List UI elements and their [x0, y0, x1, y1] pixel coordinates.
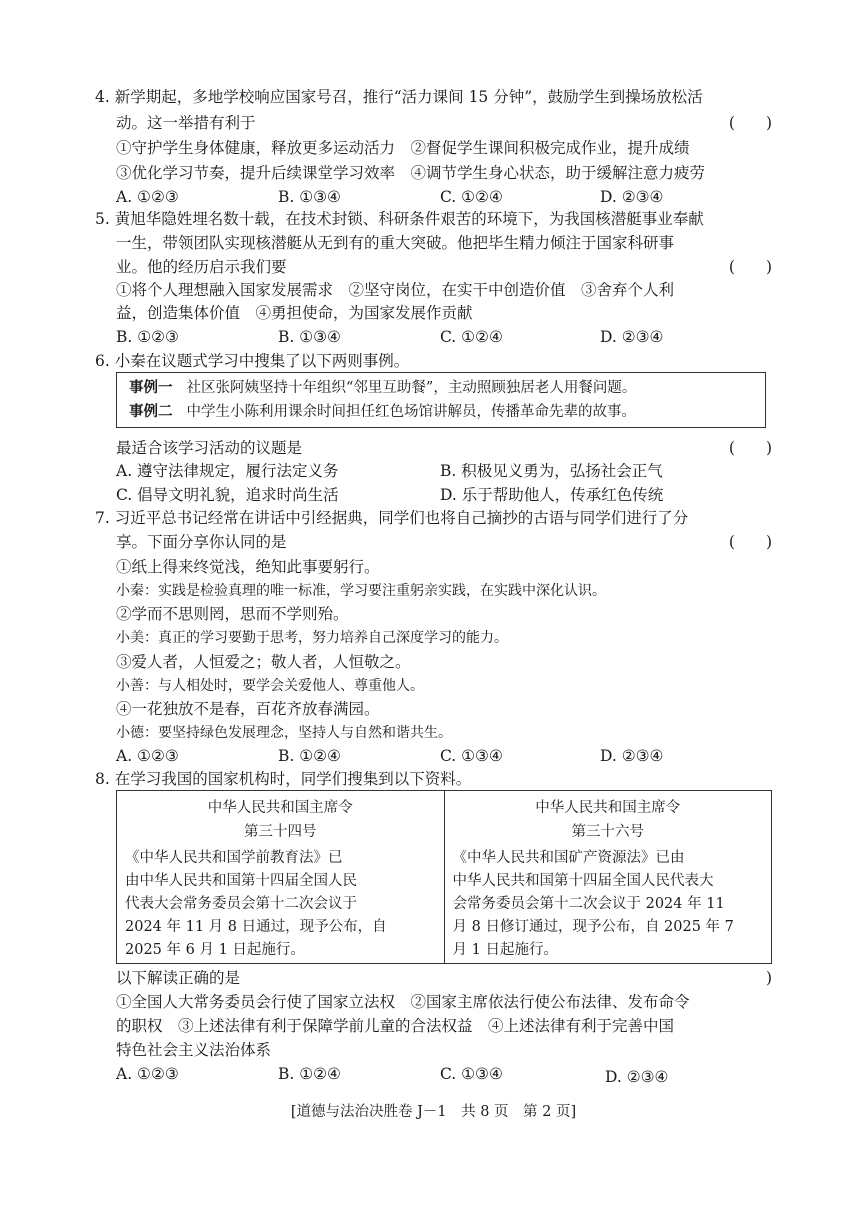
q7-quote-1: ①纸上得来终觉浅，绝知此事要躬行。 [116, 558, 380, 576]
q8-decree-36-number: 第三十六号 [571, 824, 644, 840]
q5-statement-line-2: 益，创造集体价值 ④勇担使命，为国家发展作贡献 [116, 304, 473, 322]
q7-comment-4: 小德：要坚持绿色发展理念，坚持人与自然和谐共生。 [116, 725, 452, 741]
q5-option-b: B. ①③④ [278, 328, 341, 346]
q6-case-1-label: 事例一 [129, 379, 173, 396]
q8-decree-36 [444, 791, 772, 963]
q6-stem: 6. 小秦在议题式学习中搜集了以下两则事例。 [95, 352, 410, 370]
q6-question: 最适合该学习活动的议题是 [116, 439, 303, 457]
q6-case-2 [129, 401, 636, 423]
q8-statement-line-3: 特色社会主义法治体系 [116, 1041, 272, 1059]
q8-decree-34-line-5: 2025 年 6 月 1 日起施行。 [125, 942, 305, 958]
q4-answer-paren: ( ) [728, 114, 772, 132]
q7-option-a: A. ①②③ [116, 747, 179, 765]
q8-answer-paren: ) [765, 969, 772, 987]
q8-option-d: D. ②③④ [605, 1068, 669, 1086]
q8-decree-36-line-3: 会常务委员会第十二次会议于 2024 年 11 [452, 896, 725, 912]
q8-decree-34-number: 第三十四号 [244, 824, 317, 840]
q8-stem: 8. 在学习我国的国家机构时，同学们搜集到以下资料。 [95, 770, 472, 788]
q5-stem-line-1: 5. 黄旭华隐姓埋名数十载，在技术封锁、科研条件艰苦的环境下，为我国核潜艇事业奉献 [95, 210, 704, 228]
q8-decree-34-line-3: 代表大会常务委员会第十二次会议于 [125, 896, 357, 912]
q8-statement-line-2: 的职权 ③上述法律有利于保障学前儿童的合法权益 ④上述法律有利于完善中国 [116, 1017, 675, 1035]
q8-decree-34 [117, 791, 444, 963]
q7-comment-1: 小秦：实践是检验真理的唯一标准，学习要注重躬亲实践，在实践中深化认识。 [116, 583, 606, 599]
q8-decree-34-title: 中华人民共和国主席令 [207, 800, 353, 816]
q8-option-a: A. ①②③ [116, 1065, 179, 1083]
q8-decrees-box [116, 790, 772, 964]
q8-decree-34-line-2: 由中华人民共和国第十四届全国人民 [125, 873, 357, 889]
q8-decree-36-title: 中华人民共和国主席令 [535, 800, 681, 816]
q4-option-d: D. ②③④ [600, 188, 664, 206]
page-footer: [道德与法治决胜卷 J－1 共 8 页 第 2 页] [290, 1104, 577, 1120]
q5-option-a: B. ①②③ [116, 328, 179, 346]
q7-quote-4: ④一花独放不是春，百花齐放春满园。 [116, 700, 380, 718]
q4-option-b: B. ①③④ [278, 188, 341, 206]
q6-option-c: C. 倡导文明礼貌，追求时尚生活 [116, 486, 339, 504]
q7-quote-3: ③爱人者，人恒爱之；敬人者，人恒敬之。 [116, 653, 411, 671]
q4-statement-line-2: ③优化学习节奏，提升后续课堂学习效率 ④调节学生身心状态，助于缓解注意力疲劳 [116, 164, 706, 182]
q5-answer-paren: ( ) [728, 258, 772, 276]
q8-statement-line-1: ①全国人大常务委员会行使了国家立法权 ②国家主席依法行使公布法律、发布命令 [116, 993, 690, 1011]
q7-stem-line-2: 享。下面分享你认同的是 [116, 533, 287, 551]
q6-cases-box [116, 372, 766, 428]
q6-case-2-text: 中学生小陈利用课余时间担任红色场馆讲解员，传播革命先辈的故事。 [186, 404, 636, 420]
q7-option-c: C. ①③④ [440, 747, 503, 765]
q4-option-a: A. ①②③ [116, 188, 179, 206]
q6-answer-paren: ( ) [728, 439, 772, 457]
q7-answer-paren: ( ) [728, 533, 772, 551]
q7-quote-2: ②学而不思则罔，思而不学则殆。 [116, 605, 349, 623]
q4-stem-line-2: 动。这一举措有利于 [116, 114, 256, 132]
q5-option-c: C. ①②④ [440, 328, 503, 346]
q8-decree-36-line-4: 月 8 日修订通过，现予公布，自 2025 年 7 [452, 919, 734, 935]
q7-comment-3: 小善：与人相处时，要学会关爱他人、尊重他人。 [116, 678, 424, 694]
q6-option-b: B. 积极见义勇为，弘扬社会正气 [440, 462, 663, 480]
q7-stem-line-1: 7. 习近平总书记经常在讲话中引经据典，同学们也将自己摘抄的古语与同学们进行了分 [95, 509, 689, 527]
q8-decree-36-line-5: 月 1 日起施行。 [452, 942, 558, 958]
q8-question: 以下解读正确的是 [116, 969, 241, 987]
q5-stem-line-2: 一生，带领团队实现核潜艇从无到有的重大突破。他把毕生精力倾注于国家科研事 [116, 234, 675, 252]
q8-decree-36-line-1: 《中华人民共和国矿产资源法》已由 [452, 850, 685, 866]
q6-case-2-label: 事例二 [129, 403, 173, 420]
q7-option-b: B. ①②④ [278, 747, 341, 765]
q5-statement-line-1: ①将个人理想融入国家发展需求 ②坚守岗位，在实干中创造价值 ③舍弃个人利 [116, 281, 675, 299]
q8-option-c: C. ①③④ [440, 1065, 503, 1083]
q4-stem-line-1: 4. 新学期起，多地学校响应国家号召，推行“活力课间 15 分钟”，鼓励学生到操场放松活 [95, 88, 703, 106]
q8-option-b: B. ①②④ [278, 1065, 341, 1083]
q6-case-1 [129, 377, 636, 399]
q4-option-c: C. ①②④ [440, 188, 503, 206]
q7-comment-2: 小美：真正的学习要勤于思考，努力培养自己深度学习的能力。 [116, 630, 508, 646]
q6-case-1-text: 社区张阿姨坚持十年组织“邻里互助餐”，主动照顾独居老人用餐问题。 [186, 380, 637, 396]
q8-decree-34-line-1: 《中华人民共和国学前教育法》已 [125, 850, 343, 866]
q8-decree-36-line-2: 中华人民共和国第十四届全国人民代表大 [452, 873, 714, 889]
q6-option-d: D. 乐于帮助他人，传承红色传统 [440, 486, 664, 504]
q5-option-d: D. ②③④ [600, 328, 664, 346]
q4-statement-line-1: ①守护学生身体健康，释放更多运动活力 ②督促学生课间积极完成作业，提升成绩 [116, 139, 690, 157]
q7-option-d: D. ②③④ [600, 747, 664, 765]
q8-decree-34-line-4: 2024 年 11 月 8 日通过，现予公布，自 [125, 919, 387, 935]
q6-option-a: A. 遵守法律规定，履行法定义务 [116, 462, 339, 480]
q5-stem-line-3: 业。他的经历启示我们要 [116, 258, 287, 276]
